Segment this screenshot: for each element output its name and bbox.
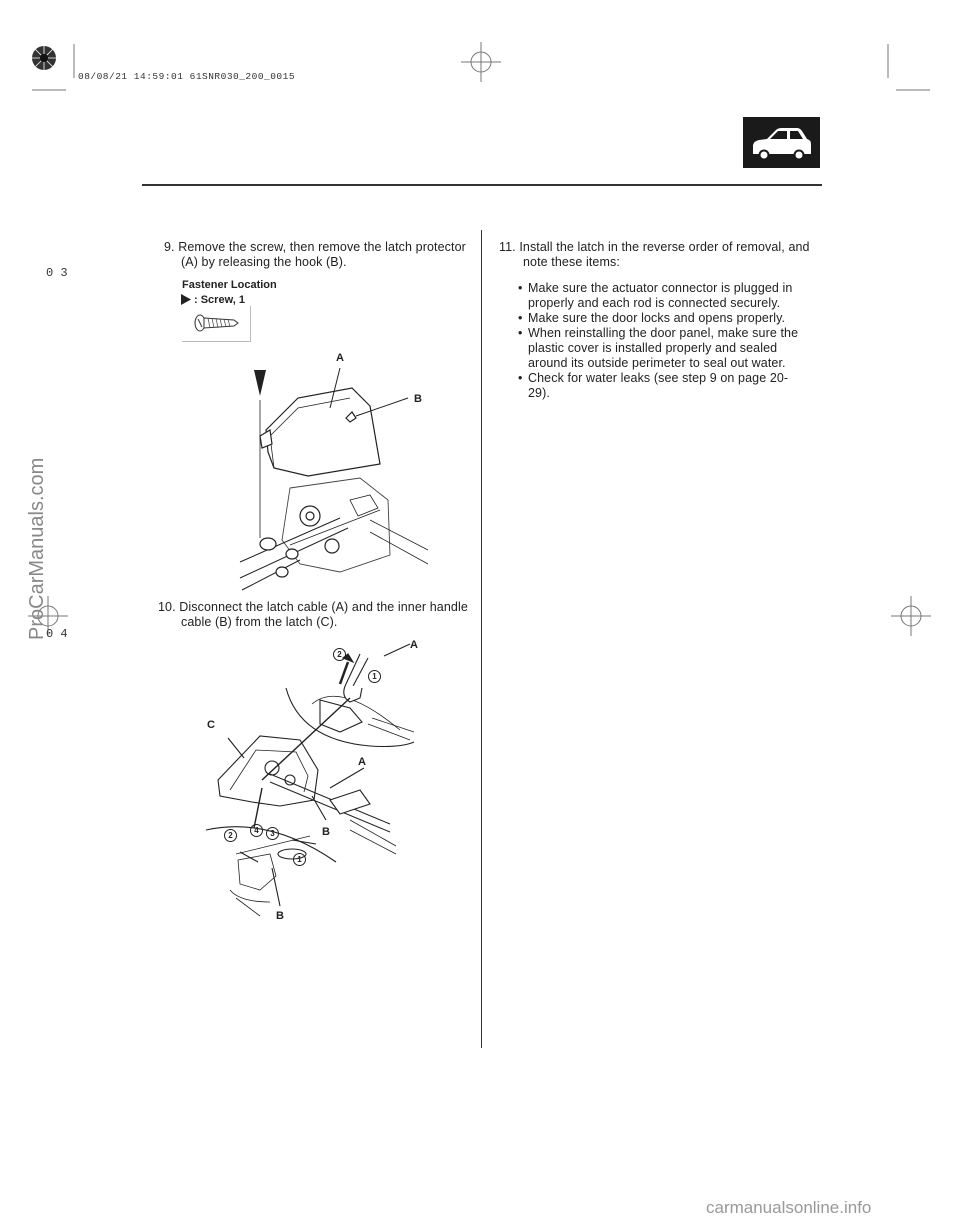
step-10-line2: cable (B) from the latch (C).	[181, 615, 338, 629]
callout-b-step9: B	[414, 393, 422, 405]
circled-1-bottom: 1	[293, 853, 306, 866]
fastener-item: : Screw, 1	[194, 294, 245, 306]
margin-mark-03: 0 3	[46, 266, 68, 280]
circled-4-bottom: 4	[250, 824, 263, 837]
list-item: • Check for water leaks (see step 9 on page 20-29).	[499, 371, 809, 401]
latch-cable-figure	[200, 640, 430, 930]
step-11-bullet-list	[499, 281, 809, 401]
callout-b-mid: B	[322, 826, 330, 838]
side-watermark: ProCarManuals.com	[26, 457, 48, 640]
callout-c: C	[207, 719, 215, 731]
car-body-icon	[743, 117, 820, 168]
step-11-line1: Install the latch in the reverse order of removal, and	[519, 240, 810, 254]
footer-watermark: carmanualsonline.info	[706, 1198, 872, 1217]
step-11-text	[499, 240, 829, 401]
arrow-marker-icon	[181, 294, 191, 305]
margin-mark-04: 0 4	[46, 627, 68, 641]
callout-a-top: A	[410, 639, 418, 651]
step-9-line1: Remove the screw, then remove the latch protector	[178, 240, 466, 254]
latch-protector-figure	[230, 350, 430, 595]
step-9-line2: (A) by releasing the hook (B).	[181, 255, 347, 269]
screw-illustration	[182, 306, 251, 342]
callout-b-bottom: B	[276, 910, 284, 922]
callout-a-mid: A	[358, 756, 366, 768]
circled-2-bottom: 2	[224, 829, 237, 842]
print-stamp: 08/08/21 14:59:01 61SNR030_200_0015	[78, 71, 296, 82]
list-item: • Make sure the actuator connector is plugged in properly and each rod is connected securely.	[499, 281, 809, 311]
step-10-number: 10.	[158, 600, 176, 614]
step-10-line1: Disconnect the latch cable (A) and the inner handle	[179, 600, 468, 614]
step-10-text	[158, 600, 474, 630]
circled-2-top: 2	[333, 648, 346, 661]
list-item: • When reinstalling the door panel, make sure the plastic cover is installed properly and sealed around its outside perimeter to seal out water.	[499, 326, 809, 371]
fastener-location-title: Fastener Location	[182, 279, 277, 291]
list-item: • Make sure the door locks and opens properly.	[499, 311, 809, 326]
callout-a-step9: A	[336, 352, 344, 364]
step-9-number: 9.	[164, 240, 175, 254]
header-rule	[142, 184, 822, 186]
step-11-number: 11.	[499, 240, 516, 254]
column-divider	[481, 230, 482, 1048]
circled-3-bottom: 3	[266, 827, 279, 840]
step-11-line2: note these items:	[523, 255, 620, 269]
circled-1-top: 1	[368, 670, 381, 683]
step-9-text	[164, 240, 474, 270]
